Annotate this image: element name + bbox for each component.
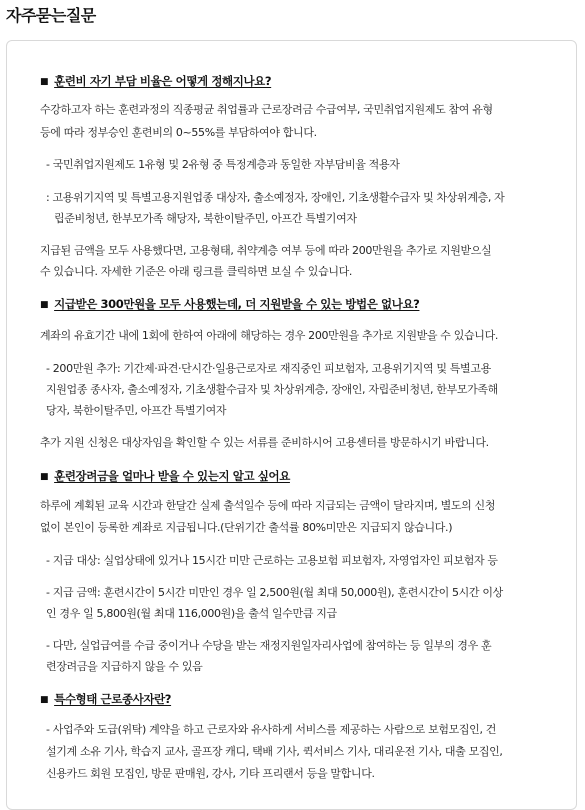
faq-card [6,40,577,810]
faq-answer-line: 립준비청년, 한부모가족 해당자, 북한이탈주민, 아프간 특별기여자 [54,212,357,225]
faq-answer-line: 지원업종 종사자, 출소예정자, 기초생활수급자 및 차상위계층, 장애인, 자립준비청년, 한부모가족해 [46,383,498,396]
faq-answer-line: 추가 지원 신청은 대상자임을 확인할 수 있는 서류를 준비하시어 고용센터를 방문하시기 바랍니다. [40,436,489,449]
faq-answer-line: - 200만원 추가: 기간제·파견·단시간·일용근로자로 재직중인 피보험자, 고용위기지역 및 특별고용 [46,362,491,375]
faq-question-3[interactable]: ■ 훈련장려금을 얼마나 받을 수 있는지 알고 싶어요 [40,469,290,483]
faq-question-1[interactable]: ■ 훈련비 자기 부담 비율은 어떻게 정해지나요? [40,74,272,88]
faq-answer-line: 없이 본인이 등록한 계좌로 지급됩니다.(단위기간 출석률 80%미만은 지급되지 않습니다.) [40,521,453,534]
faq-answer-line: - 지급 금액: 훈련시간이 5시간 미만인 경우 일 2,500원(월 최대 50,000원), 훈련시간이 5시간 이상 [46,586,503,599]
faq-answer-line: 당자, 북한이탈주민, 아프간 특별기여자 [46,404,227,417]
faq-answer-line: 등에 따라 정부승인 훈련비의 0~55%를 부담하여야 합니다. [40,126,317,139]
faq-answer-line: 하루에 계획된 교육 시간과 한달간 실제 출석일수 등에 따라 지급되는 금액이 달라지며, 별도의 신청 [40,499,496,512]
faq-question-2[interactable]: ■ 지급받은 300만원을 모두 사용했는데, 더 지원받을 수 있는 방법은 없나요? [40,297,420,311]
faq-question-4[interactable]: ■ 특수형태 근로종사자란? [40,692,172,706]
faq-answer-line: 지급된 금액을 모두 사용했다면, 고용형태, 취약계층 여부 등에 따라 200만원을 추가로 지원받으실 [40,244,492,257]
square-bullet-icon: ■ [40,695,49,705]
square-bullet-icon: ■ [40,472,49,482]
faq-answer-line: - 국민취업지원제도 1유형 및 2유형 중 특정계층과 동일한 자부담비율 적용자 [46,158,400,171]
faq-answer-line: : 고용위기지역 및 특별고용지원업종 대상자, 출소예정자, 장애인, 기초생활수급자 및 차상위계층, 자 [46,191,505,204]
square-bullet-icon: ■ [40,300,49,310]
faq-answer-line: - 지급 대상: 실업상태에 있거나 15시간 미만 근로하는 고용보험 피보험자, 자영업자인 피보험자 등 [46,554,498,567]
page-title: 자주묻는질문 [6,6,96,25]
faq-answer-line: 수 있습니다. 자세한 기준은 아래 링크를 클릭하면 보실 수 있습니다. [40,265,353,278]
faq-answer-line: 신용카드 회원 모집인, 방문 판매원, 강사, 기타 프리랜서 등을 말합니다. [46,767,375,780]
faq-answer-line: 설기계 소유 기사, 학습지 교사, 골프장 캐디, 택배 기사, 퀵서비스 기사, 대리운전 기사, 대출 모집인, [46,745,503,758]
faq-answer-line: 련장려금을 지급하지 않을 수 있음 [46,660,203,673]
square-bullet-icon: ■ [40,77,49,87]
faq-answer-line: 계좌의 유효기간 내에 1회에 한하여 아래에 해당하는 경우 200만원을 추가로 지원받을 수 있습니다. [40,329,498,342]
faq-answer-line: - 다만, 실업급여를 수급 중이거나 수당을 받는 재정지원일자리사업에 참여하는 등 일부의 경우 훈 [46,639,492,652]
faq-answer-line: 인 경우 일 5,800원(월 최대 116,000원)을 출석 일수만큼 지급 [46,607,337,620]
faq-answer-line: - 사업주와 도급(위탁) 계약을 하고 근로자와 유사하게 서비스를 제공하는 사람으로 보험모집인, 건 [46,723,497,736]
faq-answer-line: 수강하고자 하는 훈련과정의 직종평균 취업률과 근로장려금 수급여부, 국민취업지원제도 참여 유형 [40,103,493,116]
